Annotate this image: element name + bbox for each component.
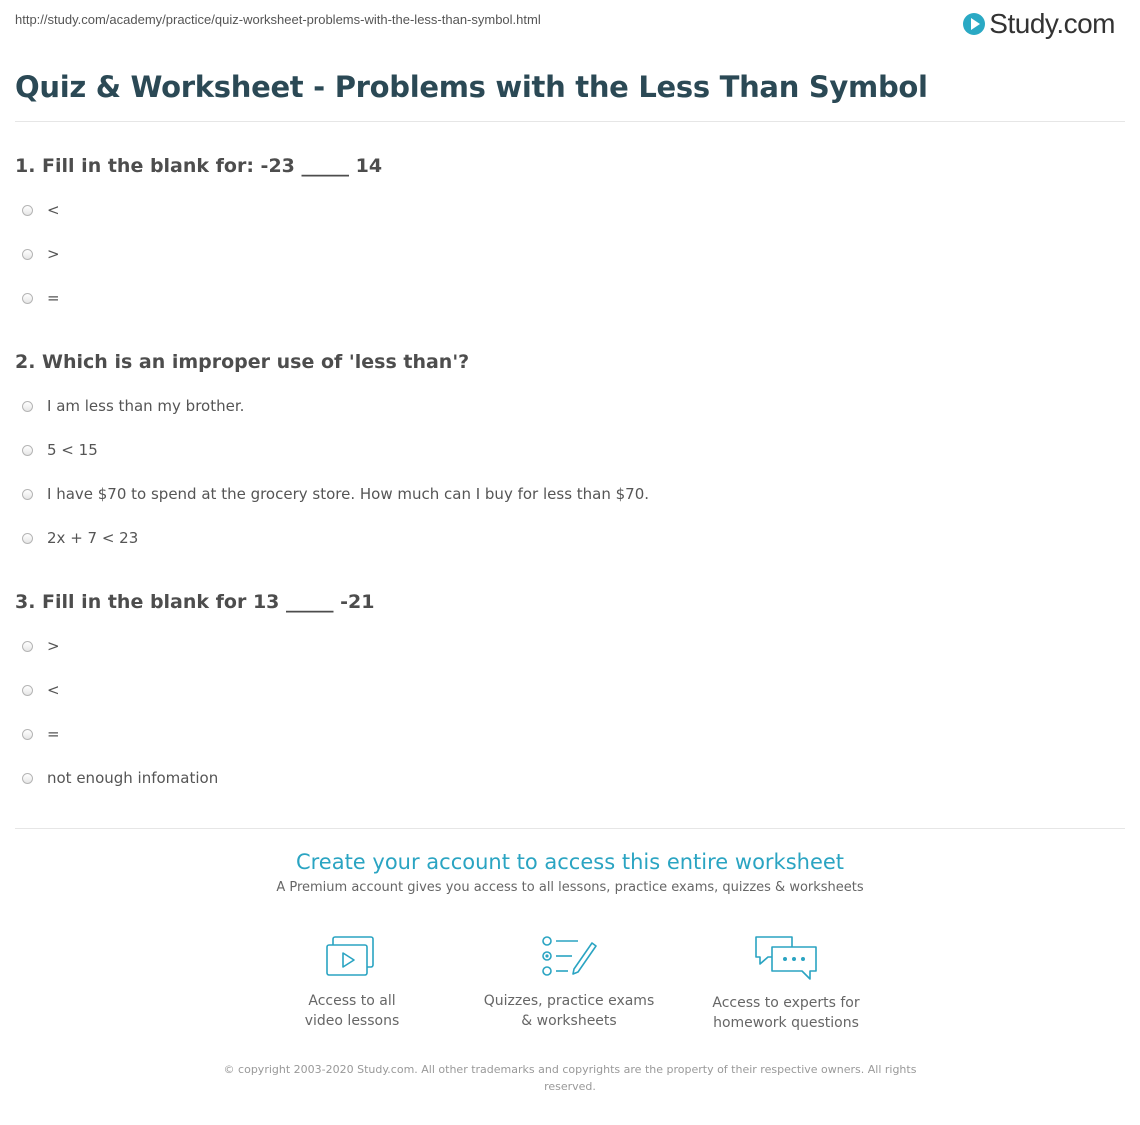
feature-quizzes [469, 935, 669, 1031]
feature-line: & worksheets [521, 1013, 617, 1029]
q2-option-3[interactable] [22, 484, 649, 504]
premium-promo [0, 850, 1140, 895]
option-label: = [47, 289, 60, 307]
radio-button[interactable] [22, 249, 33, 260]
logo-text: Study.com [989, 8, 1115, 39]
feature-line: video lessons [304, 1013, 400, 1029]
option-label: < [47, 681, 60, 699]
option-label: not enough infomation [47, 769, 219, 787]
q3-option-2[interactable] [22, 680, 60, 700]
feature-experts [686, 935, 886, 1033]
option-label: = [47, 725, 60, 743]
option-label: 2x + 7 < 23 [47, 529, 139, 547]
option-label: > [47, 637, 60, 655]
question-2: 2. Which is an improper use of 'less than'? [15, 351, 470, 373]
feature-video-lessons [252, 935, 452, 1031]
q1-option-3[interactable] [22, 288, 60, 308]
radio-button[interactable] [22, 489, 33, 500]
feature-line: homework questions [713, 1015, 859, 1031]
q2-option-2[interactable] [22, 440, 98, 460]
copyright-footer: © copyright 2003-2020 Study.com. All other trademarks and copyrights are the property of their respective owners. All rights reserved. [223, 1063, 917, 1093]
promo-subtitle: A Premium account gives you access to all lessons, practice exams, quizzes & worksheets [276, 880, 864, 895]
option-label: > [47, 245, 60, 263]
q3-option-4[interactable] [22, 768, 218, 788]
video-lessons-icon [325, 935, 379, 979]
create-account-link[interactable]: Create your account to access this entire worksheet [295, 850, 845, 874]
q3-option-1[interactable] [22, 636, 60, 656]
option-label: < [47, 201, 60, 219]
section-divider [15, 828, 1125, 829]
title-divider [15, 121, 1125, 122]
page-title: Quiz & Worksheet - Problems with the Less Than Symbol [15, 70, 928, 104]
option-label: 5 < 15 [47, 441, 98, 459]
q2-option-4[interactable] [22, 528, 138, 548]
q2-option-1[interactable] [22, 396, 244, 416]
q1-option-2[interactable] [22, 244, 60, 264]
feature-line: Access to all [308, 993, 396, 1009]
quiz-checklist-icon [540, 935, 598, 979]
radio-button[interactable] [22, 293, 33, 304]
feature-line: Access to experts for [712, 995, 860, 1011]
option-label: I am less than my brother. [47, 397, 245, 415]
radio-button[interactable] [22, 205, 33, 216]
radio-button[interactable] [22, 401, 33, 412]
radio-button[interactable] [22, 533, 33, 544]
study-logo[interactable] [963, 6, 1115, 42]
q1-option-1[interactable] [22, 200, 60, 220]
radio-button[interactable] [22, 445, 33, 456]
radio-button[interactable] [22, 641, 33, 652]
option-label: I have $70 to spend at the grocery store. How much can I buy for less than $70. [47, 485, 650, 503]
radio-button[interactable] [22, 773, 33, 784]
play-circle-icon [963, 13, 985, 35]
chat-bubbles-icon [754, 935, 818, 981]
q3-option-3[interactable] [22, 724, 60, 744]
question-1: 1. Fill in the blank for: -23 _____ 14 [15, 155, 383, 177]
question-3: 3. Fill in the blank for 13 _____ -21 [15, 591, 375, 613]
page-url[interactable]: http://study.com/academy/practice/quiz-worksheet-problems-with-the-less-than-symbol.html [15, 12, 541, 27]
top-bar [15, 0, 1125, 50]
radio-button[interactable] [22, 729, 33, 740]
radio-button[interactable] [22, 685, 33, 696]
feature-line: Quizzes, practice exams [483, 993, 655, 1009]
